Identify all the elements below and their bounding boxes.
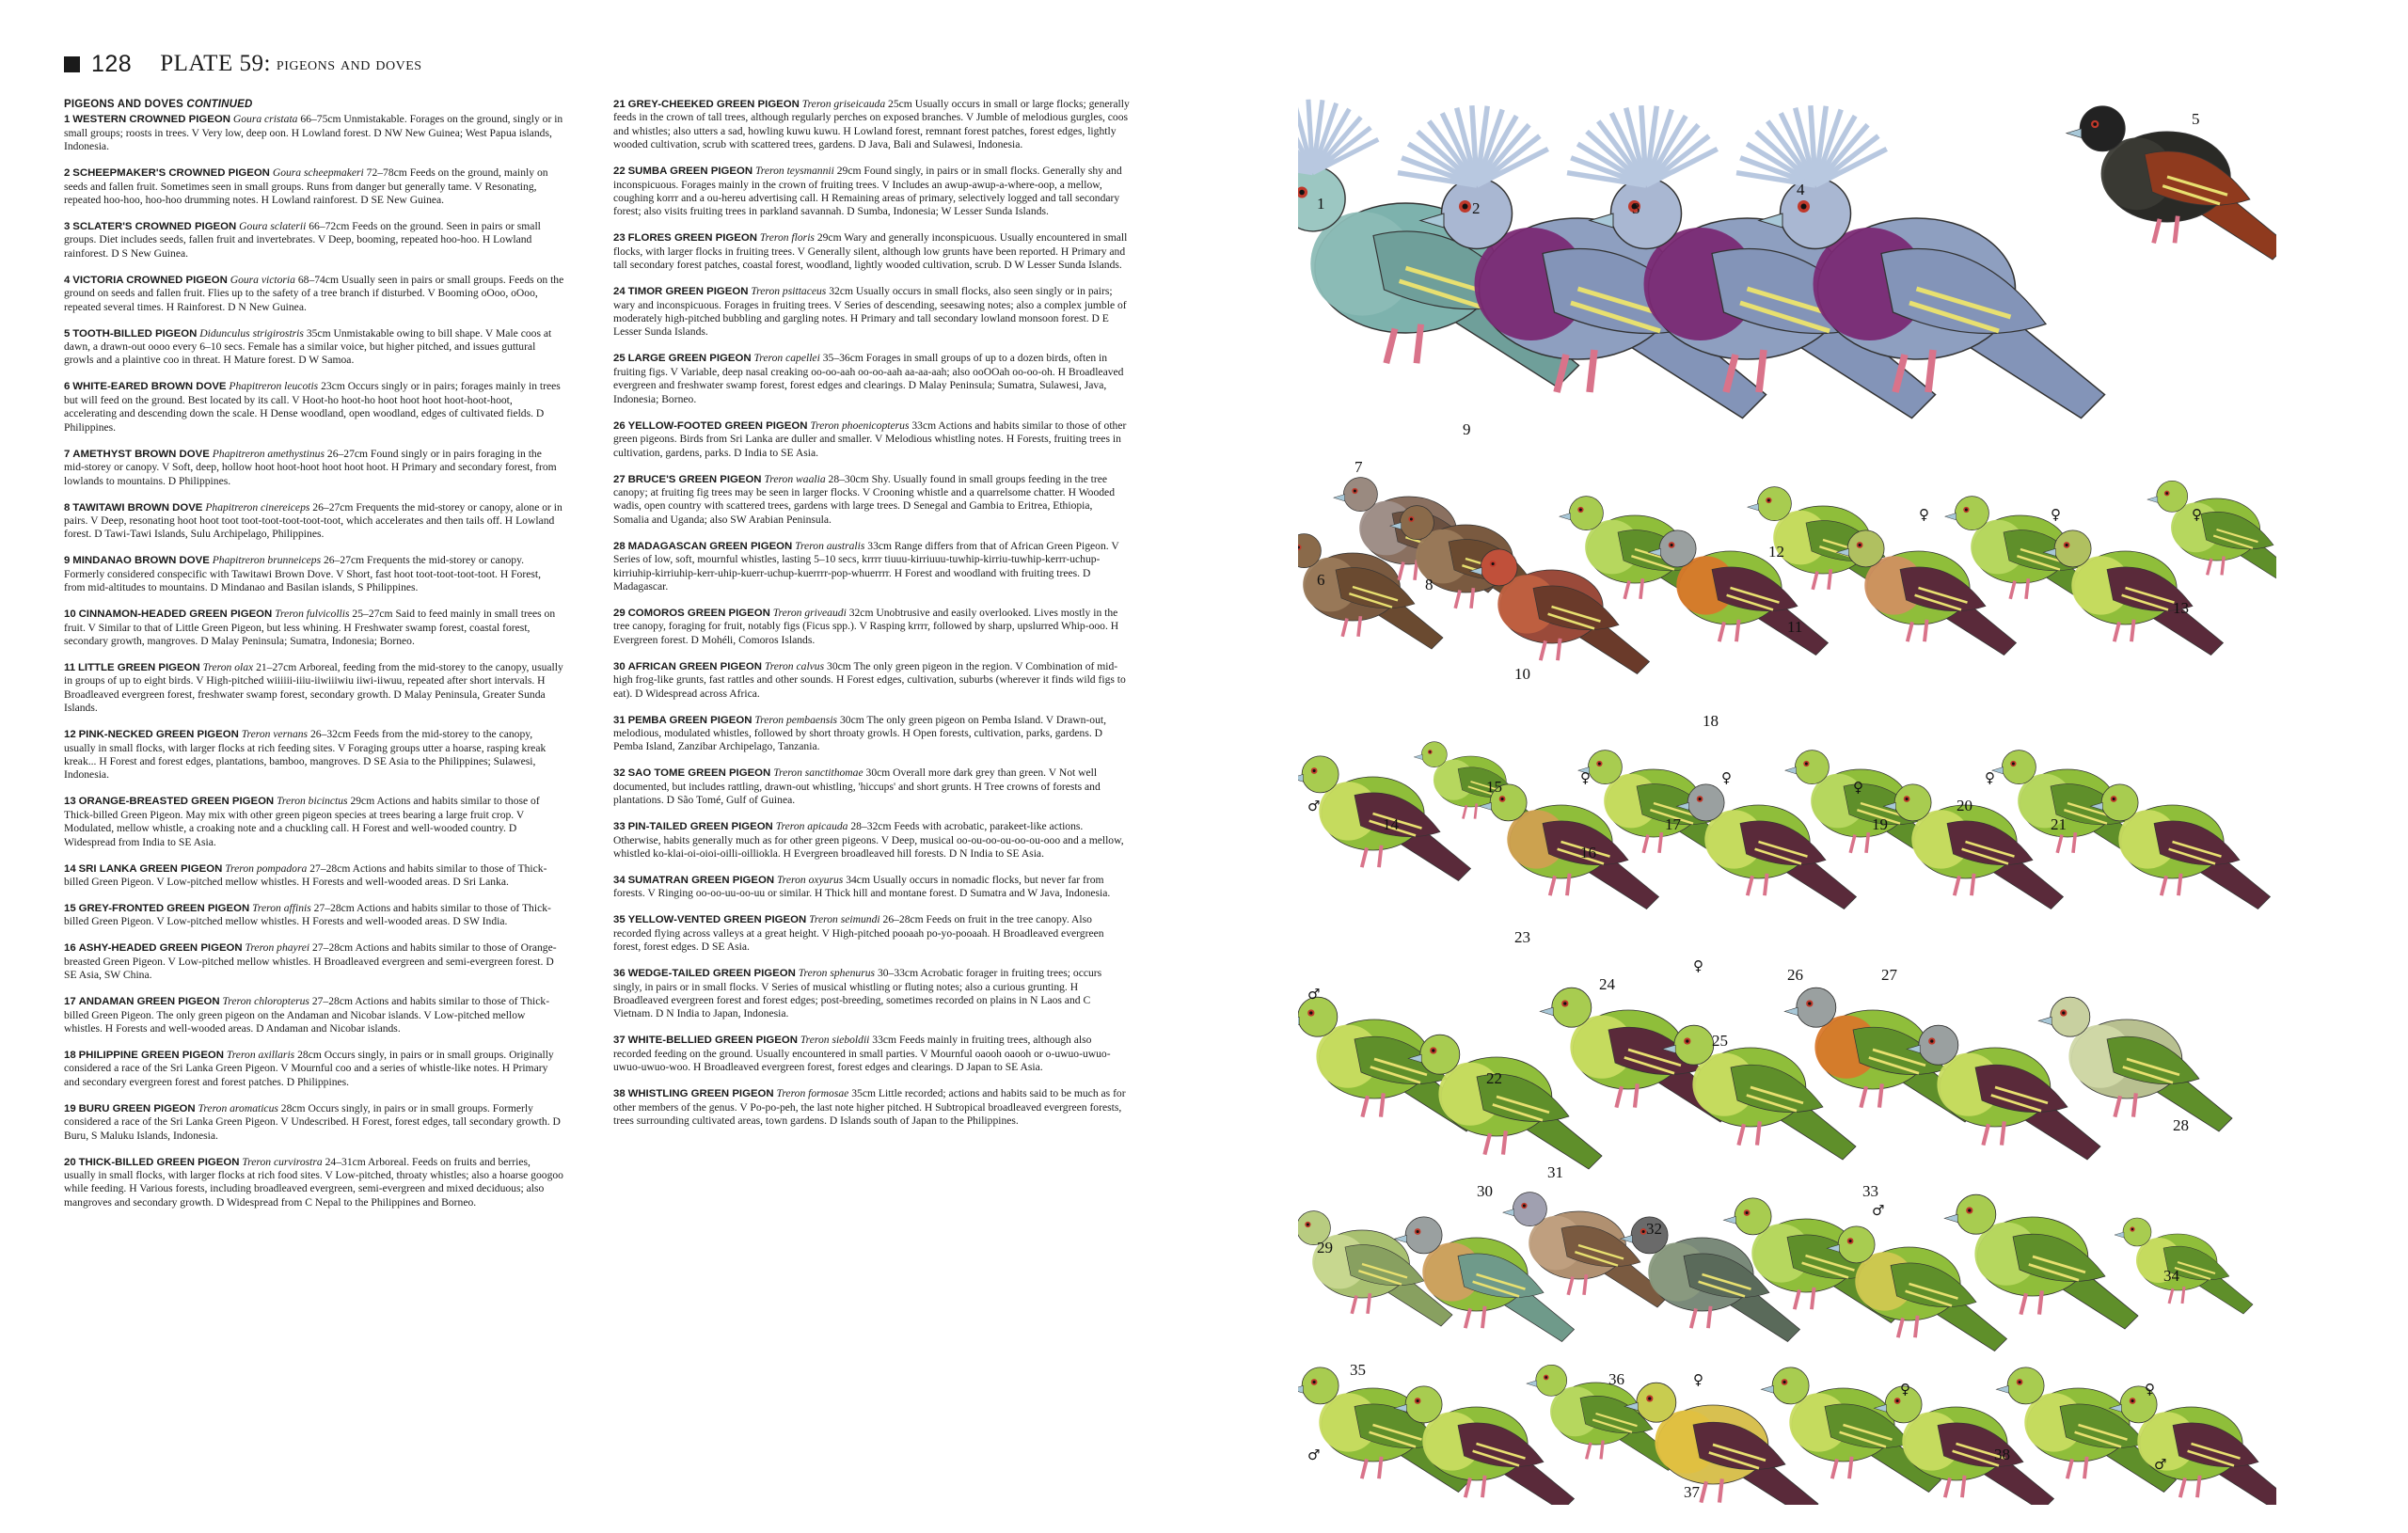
entry-number: 20: [64, 1156, 76, 1168]
species-entry: [64, 795, 564, 849]
species-entry: [64, 1156, 564, 1210]
entry-number: 1: [64, 114, 71, 126]
species-entry: [64, 327, 564, 368]
entry-scientific-name: Phapitreron leucotis: [229, 380, 319, 393]
pigeon-figure: [2067, 106, 2276, 260]
entry-description: 35cm Little recorded; actions and habits said to be much as for other members of the genus. V Po-po-peh, the last note higher pitched. H Subtropical broadleaved evergreen forests, trees surrounding cultivated areas, town gardens. D Islands south of Japan to the Philippines.: [613, 1087, 1126, 1128]
species-entry: [64, 1102, 564, 1143]
species-entry: [613, 540, 1131, 594]
left-entries: [64, 113, 564, 1209]
entry-description: 25cm Usually occurs in small or large flocks; generally feeds in the crown of tall trees, although regularly perches on exposed branches. V Jumble of melodious gurgles, coos and whistles; also utters a sad, howling kuwu kuwu. H Lowland forest, remnant forest patches, forest edges, lightly wooded cultivation, scrub with scattered trees, gardens. D Java, Bali and Sulawesi, Indonesia.: [613, 98, 1130, 151]
entry-common-name: GREY-CHEEKED GREEN PIGEON: [627, 99, 800, 110]
entry-scientific-name: Treron bicinctus: [277, 795, 348, 808]
species-entry: [613, 165, 1131, 219]
entry-scientific-name: Phapitreron cinereiceps: [205, 500, 310, 514]
section-title: [64, 98, 564, 111]
female-symbol: ♀: [1693, 1371, 1703, 1388]
entry-description: 66–75cm Unmistakable. Forages on the ground, singly or in small groups; roosts in trees. V Very low, deep oon. H Lowland forest. D NW New Guinea; West Papua islands, Indonesia.: [64, 113, 563, 153]
pigeon-figure: [1944, 1194, 2138, 1329]
plate-title: PLATE 59:: [160, 51, 271, 76]
entry-scientific-name: Treron capellei: [753, 352, 820, 365]
entry-common-name: MINDANAO BROWN DOVE: [72, 555, 210, 567]
plate-number-18: 18: [1703, 712, 1719, 730]
entry-scientific-name: Goura victoria: [230, 273, 295, 286]
entry-common-name: YELLOW-VENTED GREEN PIGEON: [627, 914, 807, 926]
species-entry: [64, 995, 564, 1035]
plate-number-36: 36: [1608, 1370, 1624, 1388]
pigeon-figure: [2038, 997, 2232, 1131]
entry-description: 29cm Wary and generally inconspicuous. Usually encountered in small flocks, with larger flocks in fruiting trees. V Generally silent, although low grunts have been reported. H Primary and tall secondary forest patches, coastal forest, woodland, lightly wooded cultivation, scrub. D W Lesser Sunda Islands.: [613, 231, 1128, 272]
entry-common-name: SRI LANKA GREEN PIGEON: [78, 862, 223, 875]
entry-common-name: ANDAMAN GREEN PIGEON: [78, 996, 220, 1008]
entry-description: 26–27cm Found singly or in pairs foraging in the mid-storey or canopy. V Soft, deep, hollow hoot hoot-hoot hoot hoot hoot. H Primary and secondary forest, from lowlands to mountains. D Philippines.: [64, 447, 557, 487]
plate-number-12: 12: [1768, 543, 1784, 561]
entry-common-name: SCHEEPMAKER'S CROWNED PIGEON: [72, 167, 270, 180]
plate-number-9: 9: [1463, 420, 1471, 438]
plate-number-13: 13: [2173, 599, 2189, 617]
entry-common-name: MADAGASCAN GREEN PIGEON: [627, 540, 793, 552]
species-entry: [64, 448, 564, 488]
entry-number: 32: [613, 767, 626, 780]
entry-common-name: COMOROS GREEN PIGEON: [627, 607, 770, 619]
entry-number: 25: [613, 353, 626, 365]
entry-scientific-name: Treron formosae: [776, 1087, 849, 1100]
entry-number: 29: [613, 607, 626, 619]
entry-number: 35: [613, 914, 626, 926]
plate-number-32: 32: [1646, 1220, 1662, 1238]
species-entry: [613, 473, 1131, 528]
entry-common-name: ASHY-HEADED GREEN PIGEON: [78, 942, 243, 955]
entry-scientific-name: Phapitreron amethystinus: [212, 447, 325, 460]
entry-description: 23cm Occurs singly or in pairs; forages mainly in trees but will feed on the ground. Best located by its call. V Hoot-ho hoot-ho hoot hoot hoot hoot-hoot-hoot, accelerating and descending down the scale. H Dense woodland, open woodland, edges of cultivated fields. D Philippines.: [64, 380, 561, 434]
entry-number: 8: [64, 501, 71, 514]
plate-number-24: 24: [1599, 975, 1615, 993]
entry-number: 12: [64, 729, 76, 741]
entry-scientific-name: Treron pompadora: [225, 861, 308, 875]
species-entry: [64, 862, 564, 890]
entry-description: 26–28cm Feeds on fruit in the tree canopy. Also recorded flying across valleys at a great height. V High-pitched pooaah po-yo-pooaah. H Broadleaved evergreen forest, forest edges. D SE Asia.: [613, 913, 1104, 954]
entry-common-name: THICK-BILLED GREEN PIGEON: [78, 1156, 240, 1168]
species-entry: [613, 714, 1131, 754]
entry-scientific-name: Treron griseicauda: [801, 98, 886, 110]
entry-description: 72–78cm Feeds on the ground, mainly on seeds and fallen fruit. Sometimes seen in small groups. Runs from danger but generally tame. V Resonating, repeated hoo-hoo, hoo-hoo drumming notes. H Lowland rainforest. D SE New Guinea.: [64, 166, 548, 207]
plate-number-29: 29: [1317, 1239, 1333, 1256]
female-symbol: ♀: [2192, 506, 2202, 523]
entry-scientific-name: Treron phayrei: [245, 941, 310, 955]
species-entry: [64, 554, 564, 594]
entry-scientific-name: Phapitreron brunneiceps: [212, 554, 322, 567]
entry-number: 15: [64, 903, 76, 914]
entry-scientific-name: Treron floris: [759, 231, 815, 245]
plate-number-26: 26: [1787, 966, 1803, 984]
entry-scientific-name: Treron apicauda: [775, 820, 848, 833]
entry-common-name: WEDGE-TAILED GREEN PIGEON: [627, 968, 796, 980]
entry-description: 28–30cm Shy. Usually found in small groups feeding in the tree canopy; at fruiting fig trees may be seen in larger flocks. V Crooning whistle and a quarrelsome chatter. H Wooded wadis, open country with scattered trees, gardens with large trees. D Senegal and Gambia to Eritrea, Ethiopia, Somalia and Uganda; also SW Arabian Peninsula.: [613, 472, 1115, 526]
entry-description: 68–74cm Usually seen in pairs or small groups. Feeds on the ground on seeds and fallen fruit. Flies up to the safety of a tree branch if disturbed. V Booming oOoo, oOoo, repeated several times. H Rainforest. D N New Guinea.: [64, 273, 564, 313]
entry-description: 26–27cm Frequents the mid-storey or canopy, alone or in pairs. V Deep, resonating hoot hoot toot toot-toot-toot-toot-toot, which accelerates and then tails off. H Lowland forest. D Tawi-Tawi Islands, Sulu Archipelago, Philippines.: [64, 500, 562, 541]
plate-number-21: 21: [2051, 815, 2067, 833]
entry-number: 38: [613, 1088, 626, 1100]
species-entry: [64, 380, 564, 435]
entry-number: 24: [613, 286, 626, 298]
entry-description: 21–27cm Arboreal, feeding from the mid-storey to the canopy, usually in groups of up to eight birds. V High-pitched wiiiiii-iiiu-iiwiiiwiu iiwi-iiwuu, repeated after short intervals. H Broadleaved evergreen forest, freshwater swamp forest, secondary growth. D Malay Peninsula, Greater Sunda Islands.: [64, 660, 563, 715]
species-entry: [613, 660, 1131, 701]
entry-description: 66–72cm Feeds on the ground. Seen in pairs or small groups. Diet includes seeds, fallen fruit and invertebrates. V Deep, booming, repeated hoo-hoo. H Lowland rainforest. D S New Guinea.: [64, 220, 541, 260]
entry-common-name: PEMBA GREEN PIGEON: [627, 714, 752, 726]
species-entry: [613, 913, 1131, 954]
entry-number: 11: [64, 661, 76, 673]
entry-common-name: TOOTH-BILLED PIGEON: [72, 327, 198, 340]
section-title-text: PIGEONS AND DOVES: [64, 99, 183, 110]
page-header: [64, 45, 422, 83]
entry-scientific-name: Treron aromaticus: [198, 1101, 278, 1114]
species-entry: [613, 874, 1131, 901]
species-entry: [613, 98, 1131, 152]
entry-common-name: SAO TOME GREEN PIGEON: [627, 767, 771, 780]
entry-common-name: BRUCE'S GREEN PIGEON: [627, 473, 762, 485]
entry-description: 29cm Actions and habits similar to those of Thick-billed Green Pigeon. May mix with other green pigeon species at trees bearing a large fruit crop. V Modulated, mellow whistle, a croaking note and a chuckling call. H Forest and well-wooded country. D Widespread from India to SE Asia.: [64, 795, 540, 848]
entry-common-name: YELLOW-FOOTED GREEN PIGEON: [627, 419, 808, 432]
entry-scientific-name: Treron calvus: [764, 659, 825, 672]
entry-common-name: ORANGE-BREASTED GREEN PIGEON: [78, 796, 275, 808]
male-symbol: ♂: [1307, 798, 1321, 814]
entry-description: 27–28cm Actions and habits similar to those of Thick-billed Green Pigeon. V Low-pitched mellow whistles. H Forests and well-wooded areas. D Sri Lanka.: [64, 861, 547, 888]
entry-number: 22: [613, 166, 626, 178]
entry-description: 26–32cm Feeds from the mid-storey to the canopy, usually in small flocks, with larger flocks at rich feeding sites. V Foraging groups utter a hoarse, rasping kreak kreak... H Forest and forest edges, plantations, bamboo, mangroves. D SE Asia to the Philippines; Sulawesi, Indonesia.: [64, 728, 547, 782]
entry-scientific-name: Treron oxyurus: [776, 874, 844, 886]
plate-number-34: 34: [2163, 1267, 2179, 1285]
entry-scientific-name: Goura sclaterii: [239, 220, 307, 233]
plate-number-28: 28: [2173, 1116, 2189, 1134]
species-entry: [64, 608, 564, 648]
entry-common-name: BURU GREEN PIGEON: [78, 1102, 196, 1114]
entry-common-name: GREY-FRONTED GREEN PIGEON: [78, 903, 250, 914]
plate-number-33: 33: [1862, 1182, 1878, 1200]
entry-description: 33cm Range differs from that of African Green Pigeon. V Series of low, soft, mournful whistles, lasting 5–10 secs, krrrr tiuuu-kirriuuu-tuwhip-kirriu-tuwhip-kerrr-uchup-kirriuhip-kirriuhip-kerr-uhip-kuerr-uchup-kuerrrr-pop-whuerrrr. H Forest and woodland with fruiting trees. D Madagascar.: [613, 539, 1119, 593]
species-entry: [613, 820, 1131, 861]
entry-common-name: CINNAMON-HEADED GREEN PIGEON: [78, 608, 273, 621]
female-symbol: ♀: [1693, 957, 1703, 974]
species-entry: [613, 352, 1131, 406]
entry-description: 32cm Usually occurs in small flocks, also seen singly or in pairs; wary and inconspicuous. Forages in fruiting trees. V Series of descending, seesawing notes; also a complex jumble of moderately high-pitched bubbling and gargling notes. H Primary and tall secondary lowland monsoon forest. D E Lesser Sunda Islands.: [613, 285, 1127, 339]
entry-scientific-name: Treron sieboldii: [800, 1034, 870, 1047]
entry-description: 30–33cm Acrobatic forager in fruiting trees; occurs singly, in pairs or in small flocks. V Series of musical whistling or fluting notes; also a curious grunting. H Broadleaved evergreen forest and forest edges; post-breeding, sometimes recorded on plains in N Laos and C Vietnam. D N India to Japan, Indonesia.: [613, 967, 1102, 1020]
species-entry: [64, 941, 564, 982]
entry-common-name: FLORES GREEN PIGEON: [627, 232, 757, 245]
left-text-column: [64, 98, 564, 1490]
entry-description: 24–31cm Arboreal. Feeds on fruits and berries, usually in small flocks, with larger flocks at rich food sites. V Low-pitched, throaty whistles; also a hoarse googoo while feeding. H Various forests, including broadleaved evergreen, semi-evergreen and mixed deciduous; also mangroves and secondary growth. D Widespread from C Nepal to the Philippines and Borneo.: [64, 1155, 563, 1209]
entry-description: 34cm Usually occurs in nomadic flocks, but never far from forests. V Ringing oo-oo-uu-oo-uu or similar. H Thick hill and montane forest. D Sumatra and W Java, Indonesia.: [613, 874, 1111, 900]
entry-scientific-name: Treron sphenurus: [798, 967, 876, 980]
entry-number: 6: [64, 381, 71, 393]
entry-number: 3: [64, 221, 71, 233]
species-entry: [64, 166, 564, 207]
species-entry: [64, 1049, 564, 1089]
entry-description: 25–27cm Said to feed mainly in small trees on fruit. V Similar to that of Little Green Pigeon, but less whining. H Freshwater swamp forest, coastal forest, secondary growth, mangroves. D Malay Peninsula; Sumatra, Indonesia; Borneo.: [64, 608, 556, 647]
entry-common-name: AMETHYST BROWN DOVE: [72, 448, 210, 460]
plate-number-7: 7: [1354, 458, 1363, 476]
entry-number: 36: [613, 968, 626, 980]
entry-number: 9: [64, 555, 71, 567]
entry-description: 26–27cm Frequents the mid-storey or canopy. Formerly considered conspecific with Tawitawi Brown Dove. V Short, fast hoot toot-toot-toot-toot. H Forest, from mid-altitudes to mountains. D Mindanao and Basilan islands, S Philippines.: [64, 554, 541, 594]
plate-number-17: 17: [1665, 815, 1681, 833]
entry-description: 33cm Actions and habits similar to those of other green pigeons. Birds from Sri Lanka are duller and smaller. V Melodious whistling notes. H Forests, fruiting trees in cultivation, gardens, parks. D India to SE Asia.: [613, 419, 1127, 459]
entry-description: 30cm The only green pigeon on Pemba Island. V Drawn-out, melodious, modulated whistles, followed by short throaty growls. H Open forests, cultivation, parks, gardens. D Pemba Island, Zanzibar Archipelago, Tanzania.: [613, 713, 1106, 753]
entry-common-name: WHITE-BELLIED GREEN PIGEON: [627, 1035, 798, 1047]
plate-number-11: 11: [1787, 618, 1803, 636]
entry-common-name: WESTERN CROWNED PIGEON: [72, 114, 230, 126]
entry-number: 7: [64, 448, 71, 460]
entry-common-name: PIN-TAILED GREEN PIGEON: [627, 821, 773, 833]
entry-common-name: TIMOR GREEN PIGEON: [627, 286, 749, 298]
plate-subtitle: pigeons and doves: [276, 53, 422, 74]
plate-number-3: 3: [1632, 199, 1640, 217]
entry-description: 29cm Found singly, in pairs or in small flocks. Generally shy and inconspicuous. Forages mainly in the crown of fruiting trees. V Includes an awup-awup-a-where-oop, a mellow, coughing korrr and a ou-hereu advertising call. H Remaining areas of primary, selectively logged and tall secondary forest; also visits fruiting trees in parkland savannah. D Sumba, Indonesia; W Lesser Sunda Islands.: [613, 165, 1122, 218]
species-entry: [613, 766, 1131, 807]
entry-description: 27–28cm Actions and habits similar to those of Thick-billed Green Pigeon. V Low-pitched mellow whistles. H Forests and well-wooded areas. D SW India.: [64, 902, 551, 928]
entry-scientific-name: Treron australis: [795, 539, 865, 552]
plate-number-14: 14: [1383, 815, 1399, 833]
plate-number-27: 27: [1881, 966, 1897, 984]
plate-number-23: 23: [1514, 928, 1530, 946]
entry-description: 30cm The only green pigeon in the region. V Combination of mid-high frog-like grunts, fast rattles and other sounds. H Forest edges, cultivation, suburbs (wherever it finds wild figs to eat). D Widespread across Africa.: [613, 659, 1126, 700]
plate-number-25: 25: [1712, 1032, 1728, 1050]
male-symbol: ♂: [1307, 1446, 1321, 1463]
male-symbol: ♂: [1872, 1202, 1885, 1219]
plate-number-30: 30: [1477, 1182, 1493, 1200]
entry-number: 33: [613, 821, 626, 833]
entry-scientific-name: Treron pembaensis: [754, 713, 838, 726]
entry-common-name: SCLATER'S CROWNED PIGEON: [72, 221, 237, 233]
entry-description: 35cm Unmistakable owing to bill shape. V Male coos at dawn, a drawn-out oooo every 6–10 secs. Female has a similar voice, but higher pitched, and issues guttural growls and a plaintive coo in threat. H Mature forest. D W Samoa.: [64, 326, 552, 367]
species-entry: [613, 1087, 1131, 1128]
page-marker: [64, 56, 80, 72]
species-entry: [64, 113, 564, 153]
entry-number: 18: [64, 1050, 76, 1062]
species-entry: [64, 501, 564, 542]
species-entry: [613, 1034, 1131, 1074]
right-text-column: [613, 98, 1131, 1490]
female-symbol: ♀: [1900, 1381, 1910, 1398]
entry-common-name: SUMBA GREEN PIGEON: [627, 166, 753, 178]
entry-scientific-name: Treron chloropterus: [222, 995, 309, 1008]
entry-number: 19: [64, 1102, 76, 1114]
entry-common-name: LITTLE GREEN PIGEON: [77, 661, 200, 673]
entry-number: 30: [613, 660, 626, 672]
entry-common-name: SUMATRAN GREEN PIGEON: [627, 875, 775, 886]
female-symbol: ♀: [1919, 506, 1929, 523]
entry-number: 2: [64, 167, 71, 180]
entry-number: 14: [64, 862, 76, 875]
species-entry: [613, 967, 1131, 1021]
entry-description: 27–28cm Actions and habits similar to those of Thick-billed Green Pigeon. The only green pigeon on the Andaman and Nicobar islands. V Low-pitched mellow whistles. H Forests and well-wooded areas. D Andaman and Nicobar islands.: [64, 995, 550, 1035]
female-symbol: ♀: [1721, 769, 1732, 786]
male-symbol: ♂: [2154, 1456, 2167, 1473]
plate-number-35: 35: [1350, 1361, 1366, 1379]
entry-description: 33cm Feeds mainly in fruiting trees, although also recorded feeding on the ground. Usually encountered in small parties. V Mournful oaooh oaooh or o-uwuo-uwuo-uwuo-uwuo-woo. H Broadleaved evergreen forest, forest edges and clearings. D Japan to SE Asia.: [613, 1034, 1111, 1074]
entry-description: 35–36cm Forages in small groups of up to a dozen birds, often in fruiting figs. V Variable, deep nasal creaking oo-oo-aah oo-oo-aah aa-aa-aah; also ooOOah oo-oo-oh. H Broadleaved evergreen and freshwater swamp forest, forest edges and clearings. D Malay Peninsula; Sumatra, Sulawesi, Java, Indonesia; Borneo.: [613, 352, 1124, 405]
entry-scientific-name: Treron curvirostra: [242, 1155, 323, 1168]
entry-scientific-name: Treron affinis: [252, 902, 311, 914]
species-entry: [613, 285, 1131, 340]
entry-scientific-name: Treron fulvicollis: [275, 608, 350, 621]
entry-common-name: AFRICAN GREEN PIGEON: [627, 660, 762, 672]
species-entry: [64, 220, 564, 261]
plate-number-20: 20: [1956, 797, 1972, 814]
species-entry: [64, 661, 564, 716]
plate-number-22: 22: [1486, 1069, 1502, 1087]
female-symbol: ♀: [1985, 769, 1995, 786]
plate-number-16: 16: [1580, 844, 1596, 861]
entry-number: 27: [613, 473, 626, 485]
entry-scientific-name: Goura scheepmakeri: [272, 166, 364, 180]
plate-number-8: 8: [1425, 576, 1434, 593]
entry-description: 30cm Overall more dark grey than green. V Not well documented, but includes rattling, drawn-out whistling, 'hiccups' and short grunts. H Tree crowns of forests and plantations. D São Tomé, Gulf of Guinea.: [613, 766, 1101, 807]
right-entries: [613, 98, 1131, 1128]
entry-description: 28cm Occurs singly, in pairs or in small groups. Formerly considered a race of the Sri Lanka Green Pigeon. V Undescribed. H Forest, forest edges, tall secondary growth. D Buru, S Maluku Islands, Indonesia.: [64, 1101, 561, 1142]
section-continued: CONTINUED: [186, 99, 253, 110]
species-entry: [64, 902, 564, 929]
entry-description: 32cm Unobtrusive and easily overlooked. Lives mostly in the tree canopy, foraging for fruit, notably figs (Ficus spp.). V Rasping krrrr, followed by sharp, upslurred Whip-ooo. H Evergreen forest. D Mohéli, Comoros Islands.: [613, 606, 1119, 646]
entry-scientific-name: Treron psittaceus: [751, 285, 827, 298]
species-entry: [64, 728, 564, 782]
entry-number: 17: [64, 996, 76, 1008]
entry-description: 28cm Occurs singly, in pairs or in small groups. Originally considered a race of the Sri Lanka Green Pigeon. V Mournful coo and a series of whistle-like notes. H Primary and secondary evergreen forest and forest patches. D Philippines.: [64, 1049, 554, 1088]
entry-number: 34: [613, 875, 626, 886]
entry-scientific-name: Treron teysmannii: [754, 165, 834, 178]
entry-number: 37: [613, 1035, 626, 1047]
entry-common-name: PINK-NECKED GREEN PIGEON: [78, 729, 239, 741]
species-entry: [613, 231, 1131, 272]
entry-scientific-name: Treron seimundi: [809, 913, 880, 926]
entry-description: 28–32cm Feeds with acrobatic, parakeet-like actions. Otherwise, habits generally much as for other green pigeons. V Deep, musical oo-ou-oo-ou-oo-ou-ooo and a mellow, whistled ko-klai-oi-oioi-oilli-oilliokla. H Evergreen broadleaved hill forests. D N India to SE Asia.: [613, 820, 1124, 860]
species-entry: [613, 419, 1131, 460]
plate-number-2: 2: [1472, 199, 1481, 217]
entry-number: 4: [64, 274, 71, 286]
female-symbol: ♀: [2051, 506, 2061, 523]
species-entry: [64, 274, 564, 314]
plate-artwork: [1298, 49, 2276, 1505]
plate-number-6: 6: [1317, 571, 1325, 589]
pigeon-figure: [2115, 1218, 2253, 1314]
entry-common-name: WHISTLING GREEN PIGEON: [627, 1088, 774, 1100]
entry-scientific-name: Treron griveaudi: [772, 606, 847, 619]
plate-number-15: 15: [1486, 778, 1502, 796]
female-symbol: ♀: [1580, 769, 1591, 786]
entry-scientific-name: Treron vernans: [241, 728, 309, 741]
entry-number: 10: [64, 608, 76, 621]
plate-number-31: 31: [1547, 1163, 1563, 1181]
entry-number: 26: [613, 419, 626, 432]
entry-common-name: VICTORIA CROWNED PIGEON: [72, 274, 228, 286]
entry-scientific-name: Treron axillaris: [226, 1049, 295, 1062]
species-entry: [613, 607, 1131, 647]
page-number: 128: [91, 50, 133, 77]
entry-number: 28: [613, 540, 626, 552]
plate-number-4: 4: [1797, 181, 1805, 198]
entry-common-name: WHITE-EARED BROWN DOVE: [72, 381, 227, 393]
entry-number: 23: [613, 232, 626, 245]
plate-illustration: [1298, 49, 2276, 1505]
entry-description: 27–28cm Actions and habits similar to those of Orange-breasted Green Pigeon. V Low-pitched mellow whistles. H Broadleaved evergreen and semi-evergreen forest. D SE Asia, SW China.: [64, 941, 557, 982]
entry-number: 31: [613, 714, 626, 726]
plate-number-37: 37: [1684, 1483, 1700, 1501]
entry-scientific-name: Didunculus strigirostris: [199, 326, 304, 340]
entry-common-name: TAWITAWI BROWN DOVE: [72, 501, 203, 514]
entry-number: 5: [64, 327, 71, 340]
female-symbol: ♀: [2145, 1381, 2155, 1398]
female-symbol: ♀: [1853, 779, 1863, 796]
entry-common-name: LARGE GREEN PIGEON: [627, 353, 752, 365]
entry-scientific-name: Treron phoenicopterus: [810, 419, 910, 432]
entry-number: 16: [64, 942, 76, 955]
entry-scientific-name: Goura cristata: [232, 113, 298, 126]
plate-number-19: 19: [1872, 815, 1888, 833]
entry-scientific-name: Treron olax: [202, 660, 254, 673]
entry-scientific-name: Treron waalia: [764, 472, 826, 485]
plate-number-5: 5: [2192, 110, 2200, 128]
entry-number: 13: [64, 796, 76, 808]
plate-number-38: 38: [1994, 1446, 2010, 1463]
male-symbol: ♂: [1307, 986, 1321, 1003]
entry-number: 21: [613, 99, 626, 110]
plate-number-1: 1: [1317, 195, 1325, 213]
entry-scientific-name: Treron sanctithomae: [773, 766, 863, 780]
plate-number-10: 10: [1514, 665, 1530, 683]
entry-common-name: PHILIPPINE GREEN PIGEON: [78, 1050, 225, 1062]
